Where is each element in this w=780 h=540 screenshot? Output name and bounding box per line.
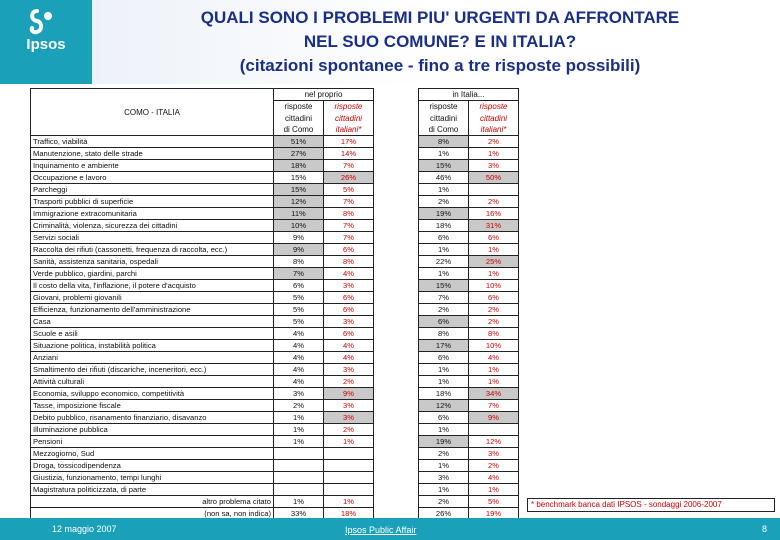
value-como-italia: 8% [419,136,469,148]
value-italy-comune: 6% [324,304,374,316]
footer [0,518,780,540]
value-italy-italia: 2% [469,304,519,316]
foot-value-italy-comune: 18% [324,508,374,520]
value-italy-italia: 16% [469,208,519,220]
value-como-italia: 1% [419,424,469,436]
row-label: Giustizia, funzionamento, tempi lunghi [31,472,274,484]
table-row [31,340,519,352]
column-gap [374,376,419,388]
value-italy-comune [324,484,374,496]
row-label: Occupazione e lavoro [31,172,274,184]
value-italy-italia: 4% [469,472,519,484]
value-italy-italia: 10% [469,280,519,292]
col-como-line-2: cittadini [274,112,324,124]
row-label: Sanità, assistenza sanitaria, ospedali [31,256,274,268]
value-italy-italia: 34% [469,388,519,400]
value-como-comune: 4% [274,364,324,376]
value-como-comune: 9% [274,232,324,244]
column-gap [374,316,419,328]
column-gap [374,184,419,196]
value-italy-comune: 6% [324,292,374,304]
column-gap [374,268,419,280]
table-row [31,400,519,412]
column-gap [374,472,419,484]
value-italy-comune: 7% [324,232,374,244]
table-row [31,352,519,364]
value-italy-comune: 2% [324,376,374,388]
value-italy-comune: 7% [324,196,374,208]
ipsos-logo [0,0,92,84]
footer-link[interactable]: Ipsos Public Affair [345,525,417,535]
column-gap [374,328,419,340]
column-gap [374,436,419,448]
value-italy-italia: 1% [469,148,519,160]
footer-date: 12 maggio 2007 [52,524,117,534]
value-italy-italia [469,184,519,196]
value-italy-italia: 2% [469,460,519,472]
value-como-italia: 7% [419,292,469,304]
row-label: Raccolta dei rifiuti (cassonetti, frequenza di raccolta, ecc.) [31,244,274,256]
foot-value-como-comune: 1% [274,496,324,508]
row-label: Servizi sociali [31,232,274,244]
row-label: Tasse, imposizione fiscale [31,400,274,412]
value-italy-italia: 2% [469,196,519,208]
table-row [31,172,519,184]
table-row [31,328,519,340]
value-como-italia: 1% [419,184,469,196]
foot-label: (non sa, non indica) [31,508,274,520]
title-line-2: NEL SUO COMUNE? E IN ITALIA? [303,32,577,51]
col-como-line-2-b: cittadini [419,112,469,124]
page-title [110,6,770,78]
column-gap [374,400,419,412]
value-italy-italia: 1% [469,268,519,280]
table-row [31,424,519,436]
table-row [31,460,519,472]
column-gap [374,220,419,232]
value-italy-italia: 6% [469,292,519,304]
value-como-comune: 1% [274,424,324,436]
value-como-italia: 18% [419,220,469,232]
value-como-italia: 6% [419,232,469,244]
table-row [31,208,519,220]
table-row [31,184,519,196]
column-gap [374,244,419,256]
column-gap [374,364,419,376]
column-gap [374,232,419,244]
value-como-italia: 1% [419,376,469,388]
col-italy-line-2-b: cittadini [469,112,519,124]
value-italy-italia: 7% [469,400,519,412]
row-label: Economia, sviluppo economico, competitività [31,388,274,400]
row-label: Scuole e asili [31,328,274,340]
value-como-comune: 10% [274,220,324,232]
col-italy-line-1-b: risposte [469,101,519,113]
row-label: Giovani, problemi giovanili [31,292,274,304]
column-gap [374,424,419,436]
value-italy-comune [324,448,374,460]
table-row [31,196,519,208]
foot-value-como-italia: 26% [419,508,469,520]
value-italy-comune: 3% [324,400,374,412]
value-italy-italia: 1% [469,364,519,376]
row-label: Smaltimento dei rifiuti (discariche, inceneritori, ecc.) [31,364,274,376]
value-italy-comune: 6% [324,328,374,340]
column-gap [374,196,419,208]
row-label: Droga, tossicodipendenza [31,460,274,472]
table-row [31,160,519,172]
group-header-italia: in Italia... [419,89,519,101]
value-como-italia: 12% [419,400,469,412]
table-row [31,280,519,292]
page-number: 8 [762,524,768,534]
column-gap [374,352,419,364]
table-row [31,316,519,328]
row-label: Pensioni [31,436,274,448]
value-como-italia: 46% [419,172,469,184]
ribbon-icon [28,8,58,36]
logo-text: Ipsos [26,36,66,53]
title-line-1: QUALI SONO I PROBLEMI PIU' URGENTI DA AFFRONTARE [200,8,680,27]
column-gap [374,136,419,148]
table-row [31,148,519,160]
value-italy-italia: 25% [469,256,519,268]
column-gap [374,412,419,424]
value-como-comune: 5% [274,316,324,328]
row-label: Debito pubblico, risanamento finanziario, disavanzo [31,412,274,424]
value-como-italia: 8% [419,328,469,340]
value-italy-comune: 2% [324,424,374,436]
value-italy-italia: 3% [469,160,519,172]
col-italy-line-3-b: italiani* [469,124,519,136]
value-como-comune: 3% [274,388,324,400]
value-italy-italia: 1% [469,376,519,388]
table-foot-row [31,496,519,508]
value-como-comune: 4% [274,376,324,388]
value-como-italia: 15% [419,160,469,172]
row-label: Traffico, viabilità [31,136,274,148]
row-label: Illuminazione pubblica [31,424,274,436]
column-gap [374,460,419,472]
value-como-comune: 18% [274,160,324,172]
col-como-line-3: di Como [274,124,324,136]
column-gap [374,208,419,220]
value-italy-comune: 8% [324,208,374,220]
column-gap [374,160,419,172]
value-como-italia: 1% [419,148,469,160]
value-como-italia: 22% [419,256,469,268]
value-italy-italia: 6% [469,232,519,244]
row-label: Immigrazione extracomunitaria [31,208,274,220]
value-como-comune: 7% [274,268,324,280]
value-como-comune: 4% [274,328,324,340]
table-row [31,484,519,496]
value-italy-comune: 3% [324,316,374,328]
table-row [31,256,519,268]
column-gap [374,172,419,184]
column-gap [374,496,419,508]
col-como-line-3-b: di Como [419,124,469,136]
value-italy-comune: 5% [324,184,374,196]
value-como-italia: 19% [419,208,469,220]
value-como-comune: 9% [274,244,324,256]
column-gap [374,484,419,496]
foot-value-como-comune: 33% [274,508,324,520]
value-italy-italia: 4% [469,352,519,364]
value-italy-comune: 8% [324,256,374,268]
table-row [31,412,519,424]
value-italy-italia: 3% [469,448,519,460]
foot-value-italy-italia: 19% [469,508,519,520]
value-como-comune: 1% [274,412,324,424]
value-como-italia: 18% [419,388,469,400]
table-row [31,292,519,304]
value-italy-comune: 3% [324,364,374,376]
value-italy-comune: 17% [324,136,374,148]
value-italy-italia: 12% [469,436,519,448]
row-label: Mezzogiorno, Sud [31,448,274,460]
value-italy-comune: 1% [324,436,374,448]
table-row [31,376,519,388]
value-como-comune: 5% [274,304,324,316]
benchmark-note: * benchmark banca dati IPSOS - sondaggi 2006-2007 [527,498,775,512]
value-italy-italia: 8% [469,328,519,340]
row-label: Attività culturali [31,376,274,388]
table-row [31,304,519,316]
row-label: Criminalità, violenza, sicurezza dei cittadini [31,220,274,232]
col-como-line-1-b: risposte [419,101,469,113]
value-como-comune [274,472,324,484]
value-como-italia: 3% [419,472,469,484]
column-gap [374,148,419,160]
value-italy-comune: 26% [324,172,374,184]
value-como-italia: 2% [419,196,469,208]
value-como-comune: 8% [274,256,324,268]
table-row [31,244,519,256]
table-row [31,268,519,280]
column-gap [374,340,419,352]
value-como-comune: 12% [274,196,324,208]
value-italy-italia: 50% [469,172,519,184]
value-como-comune: 1% [274,436,324,448]
column-gap [374,388,419,400]
value-como-italia: 1% [419,460,469,472]
value-italy-comune: 3% [324,280,374,292]
value-como-comune: 5% [274,292,324,304]
column-gap [374,292,419,304]
value-italy-comune: 3% [324,412,374,424]
row-label: Parcheggi [31,184,274,196]
column-gap [374,280,419,292]
value-italy-italia: 9% [469,412,519,424]
table-row [31,220,519,232]
value-como-italia: 17% [419,340,469,352]
value-italy-comune: 6% [324,244,374,256]
value-italy-comune: 9% [324,388,374,400]
value-como-italia: 19% [419,436,469,448]
col-italy-line-1: risposte [324,101,374,113]
table-row [31,436,519,448]
value-como-italia: 1% [419,364,469,376]
table-row [31,232,519,244]
value-italy-comune: 14% [324,148,374,160]
value-italy-italia: 10% [469,340,519,352]
value-italy-comune [324,460,374,472]
value-como-comune: 2% [274,400,324,412]
value-como-comune: 6% [274,280,324,292]
row-label: Verde pubblico, giardini, parchi [31,268,274,280]
value-italy-italia: 31% [469,220,519,232]
foot-value-como-italia: 2% [419,496,469,508]
results-table-container [30,88,522,520]
value-italy-italia: 2% [469,316,519,328]
value-como-comune: 15% [274,172,324,184]
title-line-3: (citazioni spontanee - fino a tre risposte possibili) [239,56,641,75]
value-italy-italia: 1% [469,484,519,496]
column-gap [374,304,419,316]
row-label: Casa [31,316,274,328]
value-italy-comune: 4% [324,352,374,364]
value-como-comune: 11% [274,208,324,220]
value-como-comune [274,484,324,496]
results-table [30,88,519,520]
value-italy-comune: 4% [324,268,374,280]
row-label: Anziani [31,352,274,364]
value-como-comune [274,448,324,460]
group-header-comune: nel proprio [274,89,374,101]
value-como-italia: 2% [419,304,469,316]
row-label: Inquinamento e ambiente [31,160,274,172]
foot-value-italy-italia: 5% [469,496,519,508]
value-italy-comune: 7% [324,220,374,232]
table-row [31,388,519,400]
value-como-italia: 6% [419,352,469,364]
col-como-line-1: risposte [274,101,324,113]
value-como-italia: 2% [419,448,469,460]
value-como-comune: 51% [274,136,324,148]
row-label: Magistratura politicizzata, di parte [31,484,274,496]
row-label: Manutenzione, stato delle strade [31,148,274,160]
value-italy-comune: 7% [324,160,374,172]
row-label: Situazione politica, instabilità politica [31,340,274,352]
value-italy-comune: 4% [324,340,374,352]
table-row [31,448,519,460]
value-como-italia: 6% [419,316,469,328]
value-italy-italia [469,424,519,436]
value-italy-italia: 1% [469,244,519,256]
value-como-comune: 27% [274,148,324,160]
value-como-italia: 15% [419,280,469,292]
table-row [31,136,519,148]
row-label: Efficienza, funzionamento dell'amministrazione [31,304,274,316]
value-como-italia: 1% [419,244,469,256]
value-como-comune: 15% [274,184,324,196]
column-gap [374,256,419,268]
column-gap [374,448,419,460]
value-como-italia: 1% [419,268,469,280]
value-como-comune: 4% [274,352,324,364]
value-como-comune [274,460,324,472]
corner-label: COMO - ITALIA [31,89,274,136]
row-label: Il costo della vita, l'inflazione, il potere d'acquisto [31,280,274,292]
col-italy-line-3: italiani* [324,124,374,136]
value-italy-comune [324,472,374,484]
foot-label: altro problema citato [31,496,274,508]
col-italy-line-2: cittadini [324,112,374,124]
table-row [31,364,519,376]
foot-value-italy-comune: 1% [324,496,374,508]
value-como-comune: 4% [274,340,324,352]
value-como-italia: 6% [419,412,469,424]
value-italy-italia: 2% [469,136,519,148]
row-label: Trasporti pubblici di superficie [31,196,274,208]
header [0,0,780,84]
table-row [31,472,519,484]
value-como-italia: 1% [419,484,469,496]
